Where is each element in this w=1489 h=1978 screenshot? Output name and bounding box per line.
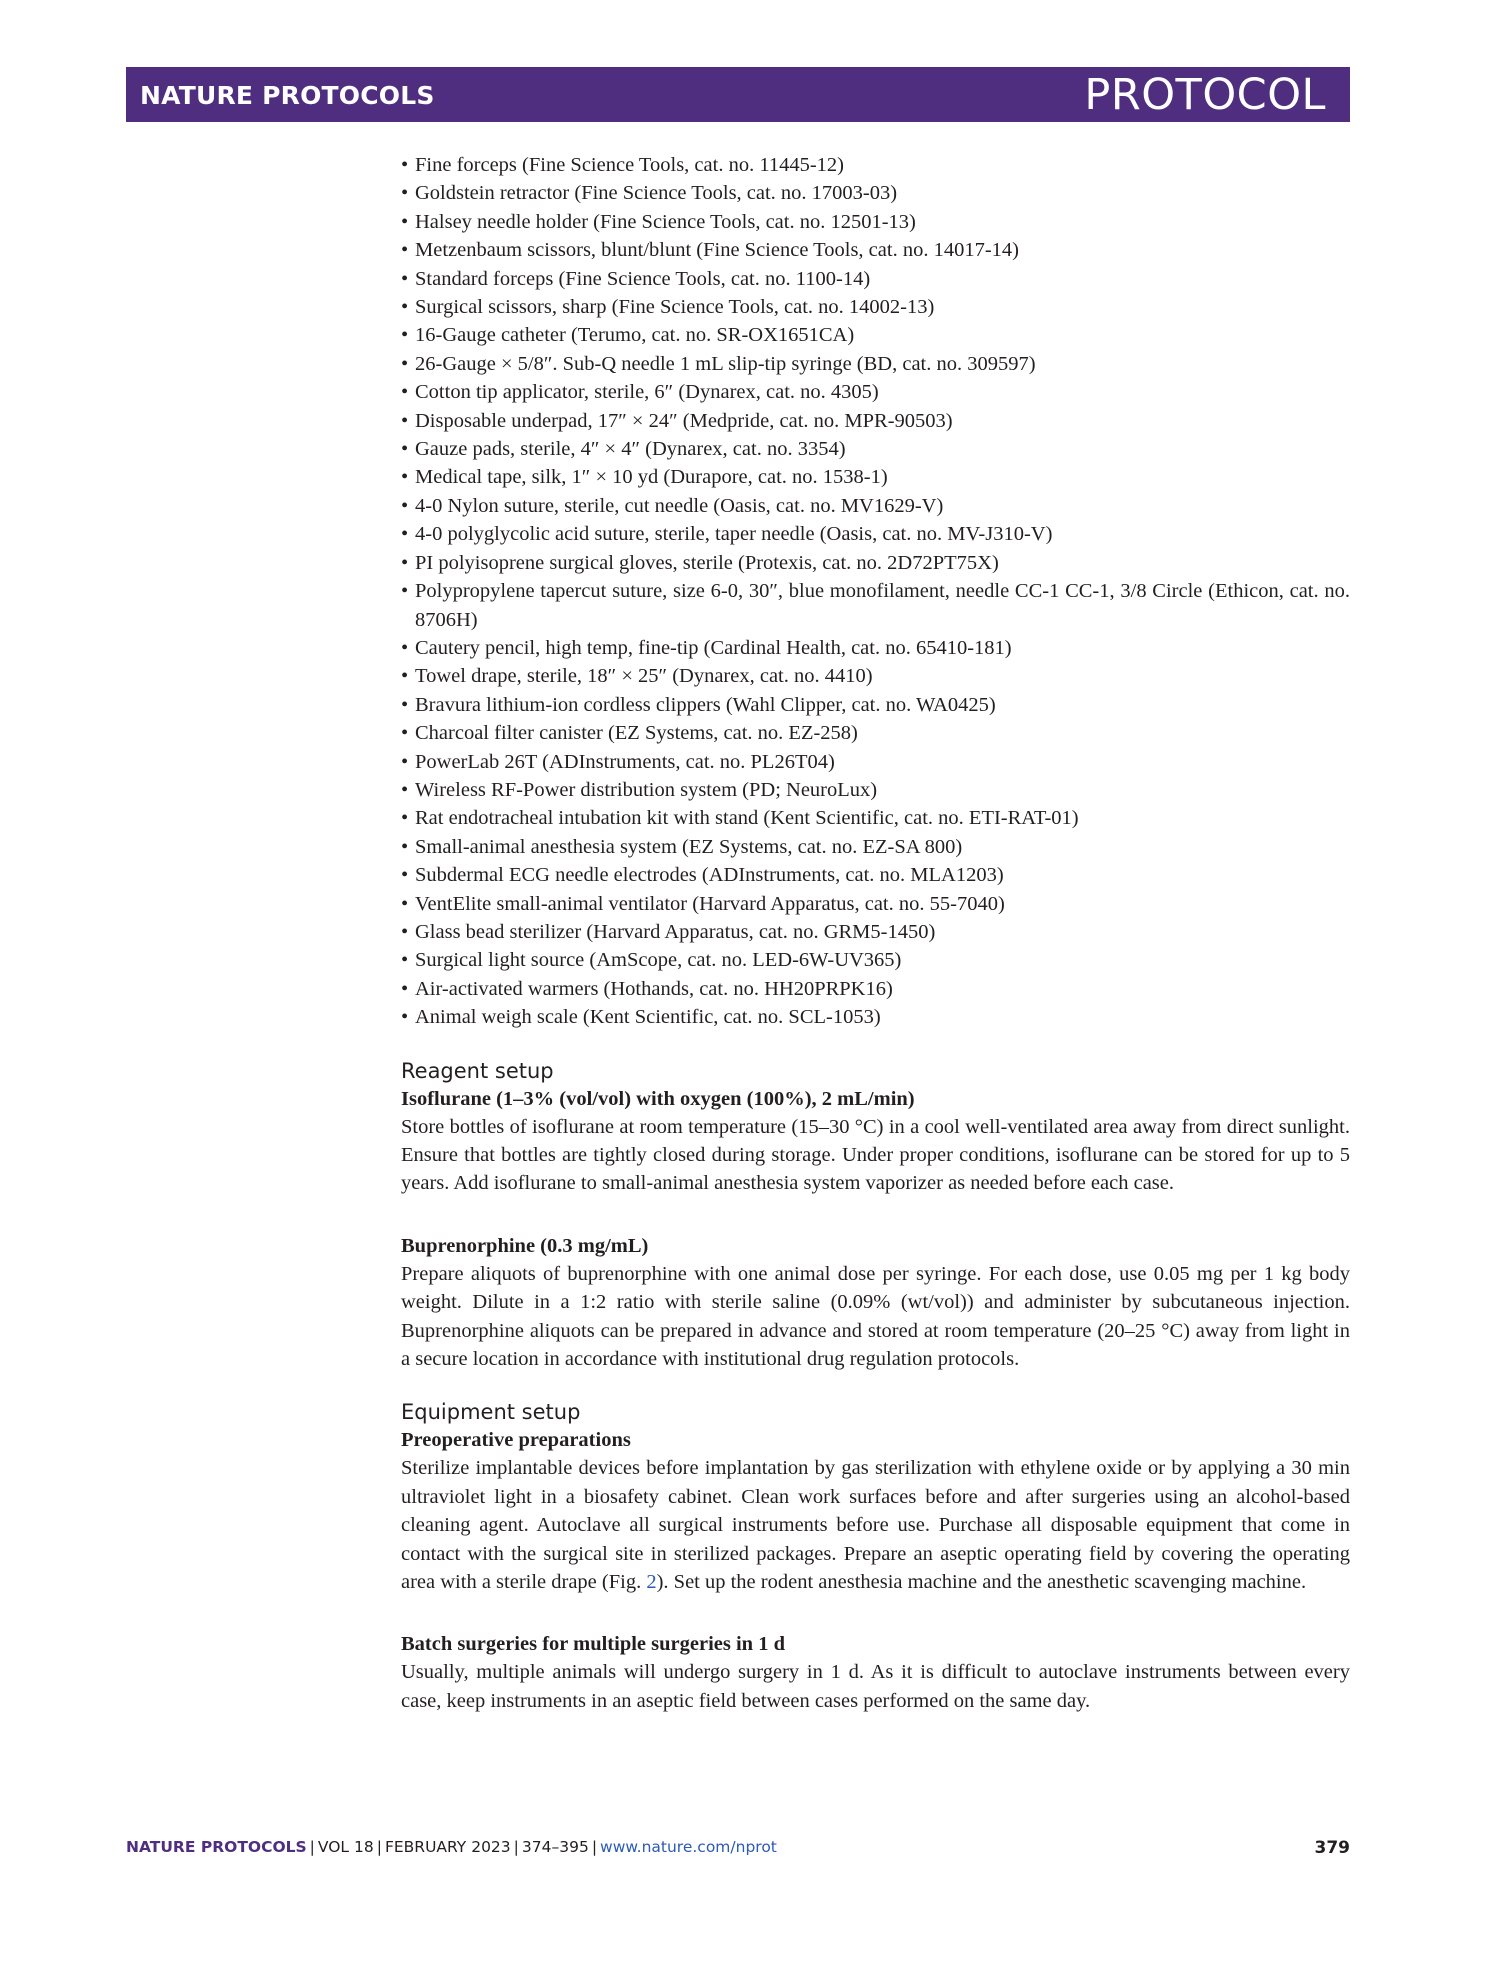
bullet-icon: • bbox=[401, 636, 409, 659]
equipment-list-item bbox=[401, 804, 1350, 832]
equipment-list-item bbox=[401, 1003, 1350, 1031]
bullet-icon: • bbox=[401, 949, 409, 972]
equipment-list-item bbox=[401, 890, 1350, 918]
isoflurane-subheading: Isoflurane (1–3% (vol/vol) with oxygen (100%), 2 mL/min) bbox=[401, 1087, 915, 1110]
equipment-item-text: Metzenbaum scissors, blunt/blunt (Fine Science Tools, cat. no. 14017-14) bbox=[415, 239, 1019, 262]
bullet-icon: • bbox=[401, 665, 409, 688]
bullet-icon: • bbox=[401, 296, 409, 319]
equipment-item-text: Glass bead sterilizer (Harvard Apparatus, cat. no. GRM5-1450) bbox=[415, 920, 936, 943]
equipment-list-item bbox=[401, 435, 1350, 463]
equipment-item-text: 26-Gauge × 5/8″. Sub-Q needle 1 mL slip-tip syringe (BD, cat. no. 309597) bbox=[415, 352, 1036, 375]
equipment-item-text: Gauze pads, sterile, 4″ × 4″ (Dynarex, cat. no. 3354) bbox=[415, 438, 846, 461]
footer-separator: | bbox=[591, 1838, 598, 1856]
footer-separator: | bbox=[309, 1838, 315, 1856]
equipment-list-item bbox=[401, 321, 1350, 349]
equipment-list-item bbox=[401, 577, 1350, 634]
buprenorphine-paragraph: Prepare aliquots of buprenorphine with one animal dose per syringe. For each dose, use 0.05 mg per 1 kg body weight. Dilute in a 1:2 ratio with sterile saline (0.09% (wt/vol)) and administer by subcutaneous injection. Buprenorphine aliquots can be prepared in advance and stored at room temperature (20–25 °C) away from light in a secure location in accordance with institutional drug regulation protocols. bbox=[401, 1262, 1350, 1371]
footer-pages: 374–395 bbox=[521, 1838, 589, 1856]
equipment-item-text: Cautery pencil, high temp, fine-tip (Cardinal Health, cat. no. 65410-181) bbox=[415, 636, 1012, 659]
equipment-list-item bbox=[401, 719, 1350, 747]
equipment-item-text: Towel drape, sterile, 18″ × 25″ (Dynarex, cat. no. 4410) bbox=[415, 665, 873, 688]
bullet-icon: • bbox=[401, 1006, 409, 1029]
bullet-icon: • bbox=[401, 154, 409, 176]
equipment-item-text: 16-Gauge catheter (Terumo, cat. no. SR-OX1651CA) bbox=[415, 324, 855, 347]
equipment-item-text: Surgical scissors, sharp (Fine Science Tools, cat. no. 14002-13) bbox=[415, 296, 935, 319]
equipment-item-text: Animal weigh scale (Kent Scientific, cat. no. SCL-1053) bbox=[415, 1006, 881, 1029]
bullet-icon: • bbox=[401, 892, 409, 915]
bullet-icon: • bbox=[401, 182, 409, 205]
bullet-icon: • bbox=[401, 466, 409, 489]
equipment-list-item bbox=[401, 691, 1350, 719]
page-number: 379 bbox=[1314, 1838, 1350, 1858]
equipment-list-item bbox=[401, 378, 1350, 406]
equipment-list-item bbox=[401, 151, 1350, 179]
journal-name: NATURE PROTOCOLS bbox=[140, 81, 435, 110]
bullet-icon: • bbox=[401, 920, 409, 943]
footer-separator: | bbox=[513, 1838, 519, 1856]
equipment-list-item bbox=[401, 236, 1350, 264]
equipment-item-text: Polypropylene tapercut suture, size 6-0, 30″, blue monofilament, needle CC-1 CC-1, 3/8 Circle (Ethicon, cat. no. 8706H) bbox=[415, 580, 1350, 631]
equipment-list-item bbox=[401, 179, 1350, 207]
bullet-icon: • bbox=[401, 324, 409, 347]
equipment-item-text: Charcoal filter canister (EZ Systems, cat. no. EZ-258) bbox=[415, 722, 858, 745]
bullet-icon: • bbox=[401, 778, 409, 801]
preoperative-subheading: Preoperative preparations bbox=[401, 1429, 631, 1452]
equipment-list-item bbox=[401, 350, 1350, 378]
bullet-icon: • bbox=[401, 352, 409, 375]
preoperative-text-part1: Sterilize implantable devices before implantation by gas sterilization with ethylene oxide or by applying a 30 min ultraviolet light in a biosafety cabinet. Clean work surfaces before and after surgeries using an alcohol-based cleaning agent. Autoclave all surgical instruments before use. Purchase all disposable equipment that come in contact with the surgical site in sterilized packages. Prepare an aseptic operating field by covering the operating area with a sterile drape (Fig. bbox=[401, 1457, 1350, 1594]
reagent-setup-heading: Reagent setup bbox=[401, 1058, 554, 1083]
footer-separator: | bbox=[376, 1838, 382, 1856]
bullet-icon: • bbox=[401, 523, 409, 546]
equipment-list bbox=[401, 151, 1350, 1032]
bullet-icon: • bbox=[401, 864, 409, 887]
isoflurane-paragraph: Store bottles of isoflurane at room temperature (15–30 °C) in a cool well-ventilated area away from direct sunlight. Ensure that bottles are tightly closed during storage. Under proper conditions, isoflurane can be stored for up to 5 years. Add isoflurane to small-animal anesthesia system vaporizer as needed before each case. bbox=[401, 1115, 1350, 1195]
equipment-list-item bbox=[401, 293, 1350, 321]
equipment-item-text: Halsey needle holder (Fine Science Tools, cat. no. 12501-13) bbox=[415, 210, 916, 233]
page-content bbox=[401, 151, 1350, 1715]
page-footer bbox=[126, 1838, 1350, 1864]
bullet-icon: • bbox=[401, 494, 409, 517]
equipment-list-item bbox=[401, 918, 1350, 946]
footer-date: FEBRUARY 2023 bbox=[384, 1838, 511, 1856]
footer-url-link[interactable]: www.nature.com/nprot bbox=[600, 1838, 777, 1856]
equipment-item-text: Rat endotracheal intubation kit with stand (Kent Scientific, cat. no. ETI-RAT-01) bbox=[415, 807, 1079, 830]
equipment-item-text: Cotton tip applicator, sterile, 6″ (Dynarex, cat. no. 4305) bbox=[415, 381, 879, 404]
footer-journal-name: NATURE PROTOCOLS bbox=[126, 1838, 307, 1856]
equipment-item-text: Small-animal anesthesia system (EZ Systems, cat. no. EZ-SA 800) bbox=[415, 835, 963, 858]
equipment-item-text: PI polyisoprene surgical gloves, sterile (Protexis, cat. no. 2D72PT75X) bbox=[415, 551, 999, 574]
bullet-icon: • bbox=[401, 381, 409, 404]
buprenorphine-subheading: Buprenorphine (0.3 mg/mL) bbox=[401, 1234, 649, 1257]
equipment-item-text: Surgical light source (AmScope, cat. no. LED-6W-UV365) bbox=[415, 949, 902, 972]
batch-surgeries-paragraph: Usually, multiple animals will undergo surgery in 1 d. As it is difficult to autoclave instruments between every case, keep instruments in an aseptic field between cases performed on the same day. bbox=[401, 1661, 1350, 1712]
bullet-icon: • bbox=[401, 438, 409, 461]
equipment-item-text: Wireless RF-Power distribution system (PD; NeuroLux) bbox=[415, 778, 878, 801]
equipment-list-item bbox=[401, 208, 1350, 236]
bullet-icon: • bbox=[401, 210, 409, 233]
bullet-icon: • bbox=[401, 807, 409, 830]
figure-2-link[interactable]: 2 bbox=[646, 1571, 657, 1594]
equipment-setup-heading: Equipment setup bbox=[401, 1400, 581, 1425]
bullet-icon: • bbox=[401, 409, 409, 432]
equipment-list-item bbox=[401, 748, 1350, 776]
equipment-list-item bbox=[401, 861, 1350, 889]
equipment-list-item bbox=[401, 492, 1350, 520]
bullet-icon: • bbox=[401, 977, 409, 1000]
equipment-item-text: Subdermal ECG needle electrodes (ADInstruments, cat. no. MLA1203) bbox=[415, 864, 1004, 887]
equipment-list-item bbox=[401, 463, 1350, 491]
equipment-item-text: Fine forceps (Fine Science Tools, cat. no. 11445-12) bbox=[415, 154, 844, 176]
equipment-item-text: PowerLab 26T (ADInstruments, cat. no. PL26T04) bbox=[415, 750, 835, 773]
bullet-icon: • bbox=[401, 722, 409, 745]
equipment-list-item bbox=[401, 407, 1350, 435]
equipment-list-item bbox=[401, 975, 1350, 1003]
equipment-item-text: 4-0 Nylon suture, sterile, cut needle (Oasis, cat. no. MV1629-V) bbox=[415, 494, 944, 517]
equipment-item-text: Standard forceps (Fine Science Tools, cat. no. 1100-14) bbox=[415, 267, 871, 290]
bullet-icon: • bbox=[401, 551, 409, 574]
bullet-icon: • bbox=[401, 750, 409, 773]
bullet-icon: • bbox=[401, 239, 409, 262]
equipment-list-item bbox=[401, 776, 1350, 804]
equipment-item-text: Disposable underpad, 17″ × 24″ (Medpride, cat. no. MPR-90503) bbox=[415, 409, 953, 432]
equipment-item-text: Bravura lithium-ion cordless clippers (Wahl Clipper, cat. no. WA0425) bbox=[415, 693, 996, 716]
equipment-list-item bbox=[401, 946, 1350, 974]
journal-header-bar bbox=[126, 67, 1350, 122]
batch-surgeries-subheading: Batch surgeries for multiple surgeries in 1 d bbox=[401, 1633, 785, 1656]
footer-volume: VOL 18 bbox=[317, 1838, 374, 1856]
equipment-item-text: VentElite small-animal ventilator (Harvard Apparatus, cat. no. 55-7040) bbox=[415, 892, 1005, 915]
equipment-list-item bbox=[401, 520, 1350, 548]
bullet-icon: • bbox=[401, 580, 409, 603]
equipment-item-text: 4-0 polyglycolic acid suture, sterile, taper needle (Oasis, cat. no. MV-J310-V) bbox=[415, 523, 1053, 546]
bullet-icon: • bbox=[401, 267, 409, 290]
equipment-list-item bbox=[401, 833, 1350, 861]
equipment-list-item bbox=[401, 549, 1350, 577]
bullet-icon: • bbox=[401, 835, 409, 858]
equipment-list-item bbox=[401, 265, 1350, 293]
bullet-icon: • bbox=[401, 693, 409, 716]
equipment-list-item bbox=[401, 662, 1350, 690]
equipment-item-text: Medical tape, silk, 1″ × 10 yd (Durapore, cat. no. 1538-1) bbox=[415, 466, 888, 489]
preoperative-paragraph bbox=[401, 1454, 1350, 1596]
equipment-item-text: Goldstein retractor (Fine Science Tools, cat. no. 17003-03) bbox=[415, 182, 898, 205]
article-type-label: PROTOCOL bbox=[1084, 70, 1326, 120]
equipment-list-item bbox=[401, 634, 1350, 662]
equipment-item-text: Air-activated warmers (Hothands, cat. no. HH20PRPK16) bbox=[415, 977, 893, 1000]
preoperative-text-part2: ). Set up the rodent anesthesia machine and the anesthetic scavenging machine. bbox=[656, 1571, 1307, 1594]
